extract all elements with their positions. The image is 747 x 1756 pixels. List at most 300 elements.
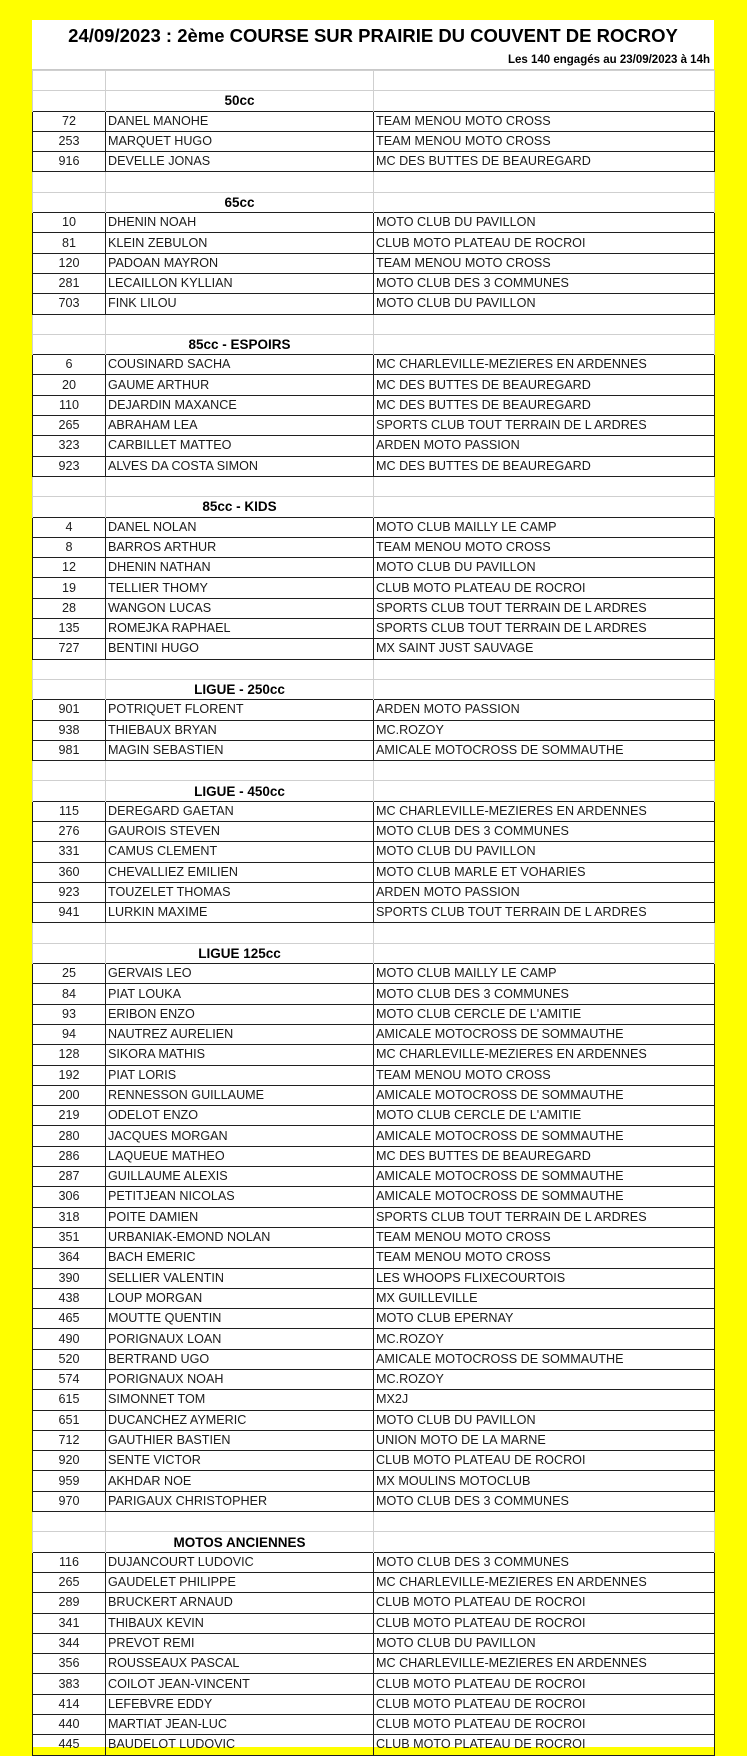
rider-name: DEREGARD GAETAN bbox=[106, 801, 374, 821]
rider-club: TEAM MENOU MOTO CROSS bbox=[374, 1227, 715, 1247]
rider-club: MOTO CLUB DES 3 COMMUNES bbox=[374, 1552, 715, 1572]
rider-name: BRUCKERT ARNAUD bbox=[106, 1593, 374, 1613]
table-row bbox=[33, 1593, 715, 1613]
rider-name: DEVELLE JONAS bbox=[106, 152, 374, 172]
rider-club: CLUB MOTO PLATEAU DE ROCROI bbox=[374, 1674, 715, 1694]
category-header-blank bbox=[33, 943, 106, 963]
spacer-cell bbox=[33, 172, 106, 192]
rider-club: SPORTS CLUB TOUT TERRAIN DE L ARDRES bbox=[374, 619, 715, 639]
rider-name: LAQUEUE MATHEO bbox=[106, 1146, 374, 1166]
table-row bbox=[33, 1207, 715, 1227]
rider-number: 344 bbox=[33, 1633, 106, 1653]
rider-club: AMICALE MOTOCROSS DE SOMMAUTHE bbox=[374, 1126, 715, 1146]
rider-number: 390 bbox=[33, 1268, 106, 1288]
table-row bbox=[33, 1715, 715, 1735]
rider-number: 93 bbox=[33, 1004, 106, 1024]
spacer-cell bbox=[106, 923, 374, 943]
rider-number: 490 bbox=[33, 1329, 106, 1349]
table-row bbox=[33, 436, 715, 456]
spacer-row bbox=[33, 923, 715, 943]
table-row bbox=[33, 1187, 715, 1207]
rider-club: MC.ROZOY bbox=[374, 720, 715, 740]
spacer-cell bbox=[33, 761, 106, 781]
table-row bbox=[33, 598, 715, 618]
rider-number: 923 bbox=[33, 882, 106, 902]
rider-club: MC DES BUTTES DE BEAUREGARD bbox=[374, 395, 715, 415]
rider-club: MC DES BUTTES DE BEAUREGARD bbox=[374, 456, 715, 476]
rider-club: MC CHARLEVILLE-MEZIERES EN ARDENNES bbox=[374, 801, 715, 821]
table-row bbox=[33, 395, 715, 415]
spacer-cell bbox=[374, 172, 715, 192]
rider-number: 28 bbox=[33, 598, 106, 618]
rider-number: 128 bbox=[33, 1045, 106, 1065]
rider-number: 438 bbox=[33, 1288, 106, 1308]
rider-club: MC.ROZOY bbox=[374, 1329, 715, 1349]
rider-number: 81 bbox=[33, 233, 106, 253]
table-row bbox=[33, 1045, 715, 1065]
rider-name: DEJARDIN MAXANCE bbox=[106, 395, 374, 415]
rider-number: 25 bbox=[33, 964, 106, 984]
category-header-row bbox=[33, 943, 715, 963]
spacer-row bbox=[33, 659, 715, 679]
rider-name: LURKIN MAXIME bbox=[106, 903, 374, 923]
rider-name: RENNESSON GUILLAUME bbox=[106, 1085, 374, 1105]
category-header-blank bbox=[33, 1532, 106, 1552]
rider-name: BERTRAND UGO bbox=[106, 1349, 374, 1369]
rider-club: TEAM MENOU MOTO CROSS bbox=[374, 253, 715, 273]
rider-club: TEAM MENOU MOTO CROSS bbox=[374, 1065, 715, 1085]
category-header-blank bbox=[374, 91, 715, 111]
rider-number: 94 bbox=[33, 1024, 106, 1044]
rider-name: DANEL NOLAN bbox=[106, 517, 374, 537]
rider-number: 901 bbox=[33, 700, 106, 720]
rider-number: 318 bbox=[33, 1207, 106, 1227]
rider-club: MOTO CLUB DU PAVILLON bbox=[374, 1410, 715, 1430]
rider-number: 110 bbox=[33, 395, 106, 415]
category-header-row bbox=[33, 679, 715, 699]
rider-name: ALVES DA COSTA SIMON bbox=[106, 456, 374, 476]
rider-name: TOUZELET THOMAS bbox=[106, 882, 374, 902]
spacer-cell bbox=[33, 71, 106, 91]
rider-number: 970 bbox=[33, 1491, 106, 1511]
rider-club: MOTO CLUB DU PAVILLON bbox=[374, 558, 715, 578]
rider-number: 651 bbox=[33, 1410, 106, 1430]
rider-name: MARQUET HUGO bbox=[106, 131, 374, 151]
table-row bbox=[33, 619, 715, 639]
rider-club: MOTO CLUB MAILLY LE CAMP bbox=[374, 964, 715, 984]
table-row bbox=[33, 375, 715, 395]
rider-club: AMICALE MOTOCROSS DE SOMMAUTHE bbox=[374, 1024, 715, 1044]
entries-table-body bbox=[33, 71, 715, 1756]
rider-number: 331 bbox=[33, 842, 106, 862]
rider-name: LOUP MORGAN bbox=[106, 1288, 374, 1308]
rider-club: TEAM MENOU MOTO CROSS bbox=[374, 1248, 715, 1268]
rider-number: 19 bbox=[33, 578, 106, 598]
rider-name: DHENIN NATHAN bbox=[106, 558, 374, 578]
spacer-cell bbox=[33, 314, 106, 334]
rider-name: PORIGNAUX NOAH bbox=[106, 1370, 374, 1390]
rider-number: 219 bbox=[33, 1106, 106, 1126]
rider-name: URBANIAK-EMOND NOLAN bbox=[106, 1227, 374, 1247]
table-row bbox=[33, 862, 715, 882]
table-row bbox=[33, 964, 715, 984]
category-name: LIGUE - 450cc bbox=[106, 781, 374, 801]
rider-name: CHEVALLIEZ EMILIEN bbox=[106, 862, 374, 882]
category-header-blank bbox=[374, 192, 715, 212]
table-row bbox=[33, 517, 715, 537]
rider-club: AMICALE MOTOCROSS DE SOMMAUTHE bbox=[374, 1167, 715, 1187]
rider-club: ARDEN MOTO PASSION bbox=[374, 700, 715, 720]
rider-club: AMICALE MOTOCROSS DE SOMMAUTHE bbox=[374, 1187, 715, 1207]
rider-club: MC CHARLEVILLE-MEZIERES EN ARDENNES bbox=[374, 1654, 715, 1674]
rider-number: 10 bbox=[33, 213, 106, 233]
rider-number: 287 bbox=[33, 1167, 106, 1187]
rider-club: MOTO CLUB DU PAVILLON bbox=[374, 842, 715, 862]
rider-name: GERVAIS LEO bbox=[106, 964, 374, 984]
rider-name: KLEIN ZEBULON bbox=[106, 233, 374, 253]
rider-club: MC CHARLEVILLE-MEZIERES EN ARDENNES bbox=[374, 1572, 715, 1592]
rider-number: 286 bbox=[33, 1146, 106, 1166]
rider-name: SIMONNET TOM bbox=[106, 1390, 374, 1410]
rider-club: MOTO CLUB EPERNAY bbox=[374, 1309, 715, 1329]
table-row bbox=[33, 1126, 715, 1146]
rider-name: COILOT JEAN-VINCENT bbox=[106, 1674, 374, 1694]
table-row bbox=[33, 1024, 715, 1044]
rider-name: SIKORA MATHIS bbox=[106, 1045, 374, 1065]
rider-number: 84 bbox=[33, 984, 106, 1004]
rider-club: MC CHARLEVILLE-MEZIERES EN ARDENNES bbox=[374, 355, 715, 375]
rider-name: DUJANCOURT LUDOVIC bbox=[106, 1552, 374, 1572]
rider-number: 981 bbox=[33, 740, 106, 760]
spacer-cell bbox=[33, 923, 106, 943]
rider-name: SENTE VICTOR bbox=[106, 1451, 374, 1471]
rider-name: ROUSSEAUX PASCAL bbox=[106, 1654, 374, 1674]
rider-name: BACH EMERIC bbox=[106, 1248, 374, 1268]
spacer-row bbox=[33, 476, 715, 496]
rider-club: MOTO CLUB DES 3 COMMUNES bbox=[374, 984, 715, 1004]
table-row bbox=[33, 1349, 715, 1369]
entries-table bbox=[32, 70, 715, 1756]
table-row bbox=[33, 984, 715, 1004]
category-name: LIGUE - 250cc bbox=[106, 679, 374, 699]
rider-number: 115 bbox=[33, 801, 106, 821]
spacer-cell bbox=[374, 761, 715, 781]
table-row bbox=[33, 882, 715, 902]
rider-club: MC DES BUTTES DE BEAUREGARD bbox=[374, 1146, 715, 1166]
rider-name: ABRAHAM LEA bbox=[106, 416, 374, 436]
spacer-row bbox=[33, 761, 715, 781]
table-row bbox=[33, 1694, 715, 1714]
rider-name: DANEL MANOHE bbox=[106, 111, 374, 131]
rider-name: GAUTHIER BASTIEN bbox=[106, 1430, 374, 1450]
category-name: 85cc - KIDS bbox=[106, 497, 374, 517]
rider-number: 920 bbox=[33, 1451, 106, 1471]
table-row bbox=[33, 639, 715, 659]
rider-name: WANGON LUCAS bbox=[106, 598, 374, 618]
rider-club: CLUB MOTO PLATEAU DE ROCROI bbox=[374, 1593, 715, 1613]
table-row bbox=[33, 1288, 715, 1308]
rider-name: NAUTREZ AURELIEN bbox=[106, 1024, 374, 1044]
rider-club: UNION MOTO DE LA MARNE bbox=[374, 1430, 715, 1450]
rider-club: MC.ROZOY bbox=[374, 1370, 715, 1390]
spacer-cell bbox=[106, 659, 374, 679]
rider-club: ARDEN MOTO PASSION bbox=[374, 436, 715, 456]
rider-number: 520 bbox=[33, 1349, 106, 1369]
rider-club: MOTO CLUB DU PAVILLON bbox=[374, 213, 715, 233]
rider-number: 280 bbox=[33, 1126, 106, 1146]
rider-club: CLUB MOTO PLATEAU DE ROCROI bbox=[374, 1451, 715, 1471]
rider-name: PARIGAUX CHRISTOPHER bbox=[106, 1491, 374, 1511]
rider-number: 364 bbox=[33, 1248, 106, 1268]
rider-club: LES WHOOPS FLIXECOURTOIS bbox=[374, 1268, 715, 1288]
rider-number: 383 bbox=[33, 1674, 106, 1694]
rider-name: DUCANCHEZ AYMERIC bbox=[106, 1410, 374, 1430]
table-row bbox=[33, 1613, 715, 1633]
rider-number: 6 bbox=[33, 355, 106, 375]
table-row bbox=[33, 842, 715, 862]
category-header-blank bbox=[374, 943, 715, 963]
category-header-blank bbox=[374, 497, 715, 517]
page-subtitle: Les 140 engagés au 23/09/2023 à 14h bbox=[32, 52, 714, 70]
rider-name: POITE DAMIEN bbox=[106, 1207, 374, 1227]
rider-name: GAUME ARTHUR bbox=[106, 375, 374, 395]
rider-club: CLUB MOTO PLATEAU DE ROCROI bbox=[374, 1715, 715, 1735]
rider-number: 351 bbox=[33, 1227, 106, 1247]
rider-number: 941 bbox=[33, 903, 106, 923]
table-row bbox=[33, 213, 715, 233]
category-header-blank bbox=[33, 497, 106, 517]
spacer-cell bbox=[106, 1512, 374, 1532]
table-row bbox=[33, 456, 715, 476]
spacer-cell bbox=[106, 314, 374, 334]
table-row bbox=[33, 273, 715, 293]
rider-name: THIEBAUX BRYAN bbox=[106, 720, 374, 740]
table-row bbox=[33, 1735, 715, 1755]
rider-club: CLUB MOTO PLATEAU DE ROCROI bbox=[374, 1613, 715, 1633]
table-row bbox=[33, 1146, 715, 1166]
rider-club: ARDEN MOTO PASSION bbox=[374, 882, 715, 902]
category-header-row bbox=[33, 91, 715, 111]
category-header-blank bbox=[374, 334, 715, 354]
rider-name: TELLIER THOMY bbox=[106, 578, 374, 598]
table-row bbox=[33, 1106, 715, 1126]
rider-number: 265 bbox=[33, 416, 106, 436]
table-row bbox=[33, 233, 715, 253]
rider-name: ERIBON ENZO bbox=[106, 1004, 374, 1024]
table-row bbox=[33, 1633, 715, 1653]
table-row bbox=[33, 720, 715, 740]
table-row bbox=[33, 355, 715, 375]
rider-number: 306 bbox=[33, 1187, 106, 1207]
table-row bbox=[33, 821, 715, 841]
rider-number: 281 bbox=[33, 273, 106, 293]
rider-name: CARBILLET MATTEO bbox=[106, 436, 374, 456]
rider-club: MX GUILLEVILLE bbox=[374, 1288, 715, 1308]
spacer-cell bbox=[106, 172, 374, 192]
spacer-row bbox=[33, 71, 715, 91]
rider-club: AMICALE MOTOCROSS DE SOMMAUTHE bbox=[374, 1349, 715, 1369]
rider-club: MOTO CLUB DES 3 COMMUNES bbox=[374, 273, 715, 293]
spacer-cell bbox=[106, 476, 374, 496]
rider-club: AMICALE MOTOCROSS DE SOMMAUTHE bbox=[374, 1085, 715, 1105]
rider-name: ODELOT ENZO bbox=[106, 1106, 374, 1126]
table-row bbox=[33, 416, 715, 436]
rider-name: PIAT LOUKA bbox=[106, 984, 374, 1004]
table-row bbox=[33, 1654, 715, 1674]
category-header-blank bbox=[33, 781, 106, 801]
table-row bbox=[33, 801, 715, 821]
rider-club: MOTO CLUB CERCLE DE L'AMITIE bbox=[374, 1106, 715, 1126]
category-name: 85cc - ESPOIRS bbox=[106, 334, 374, 354]
rider-number: 289 bbox=[33, 1593, 106, 1613]
rider-number: 574 bbox=[33, 1370, 106, 1390]
rider-name: BARROS ARTHUR bbox=[106, 537, 374, 557]
category-name: 50cc bbox=[106, 91, 374, 111]
rider-number: 703 bbox=[33, 294, 106, 314]
rider-name: CAMUS CLEMENT bbox=[106, 842, 374, 862]
category-header-row bbox=[33, 497, 715, 517]
rider-name: PADOAN MAYRON bbox=[106, 253, 374, 273]
table-row bbox=[33, 131, 715, 151]
rider-club: MC DES BUTTES DE BEAUREGARD bbox=[374, 375, 715, 395]
rider-club: CLUB MOTO PLATEAU DE ROCROI bbox=[374, 1694, 715, 1714]
table-row bbox=[33, 1268, 715, 1288]
category-header-row bbox=[33, 192, 715, 212]
table-row bbox=[33, 1390, 715, 1410]
spacer-cell bbox=[374, 1512, 715, 1532]
rider-number: 120 bbox=[33, 253, 106, 273]
table-row bbox=[33, 1329, 715, 1349]
rider-club: CLUB MOTO PLATEAU DE ROCROI bbox=[374, 578, 715, 598]
table-row bbox=[33, 558, 715, 578]
spacer-cell bbox=[374, 476, 715, 496]
rider-name: DHENIN NOAH bbox=[106, 213, 374, 233]
category-header-blank bbox=[374, 781, 715, 801]
rider-name: MOUTTE QUENTIN bbox=[106, 1309, 374, 1329]
table-row bbox=[33, 1248, 715, 1268]
rider-name: MARTIAT JEAN-LUC bbox=[106, 1715, 374, 1735]
rider-name: FINK LILOU bbox=[106, 294, 374, 314]
spacer-cell bbox=[374, 659, 715, 679]
rider-number: 727 bbox=[33, 639, 106, 659]
spacer-cell bbox=[106, 71, 374, 91]
rider-club: SPORTS CLUB TOUT TERRAIN DE L ARDRES bbox=[374, 598, 715, 618]
spacer-cell bbox=[374, 314, 715, 334]
table-row bbox=[33, 1309, 715, 1329]
rider-number: 341 bbox=[33, 1613, 106, 1633]
table-row bbox=[33, 740, 715, 760]
rider-number: 20 bbox=[33, 375, 106, 395]
rider-club: SPORTS CLUB TOUT TERRAIN DE L ARDRES bbox=[374, 903, 715, 923]
rider-number: 414 bbox=[33, 1694, 106, 1714]
rider-name: PIAT LORIS bbox=[106, 1065, 374, 1085]
spacer-row bbox=[33, 1512, 715, 1532]
rider-number: 265 bbox=[33, 1572, 106, 1592]
rider-club: TEAM MENOU MOTO CROSS bbox=[374, 131, 715, 151]
rider-name: PORIGNAUX LOAN bbox=[106, 1329, 374, 1349]
rider-club: MOTO CLUB DU PAVILLON bbox=[374, 1633, 715, 1653]
category-name: 65cc bbox=[106, 192, 374, 212]
rider-number: 323 bbox=[33, 436, 106, 456]
table-row bbox=[33, 294, 715, 314]
table-row bbox=[33, 1430, 715, 1450]
rider-number: 712 bbox=[33, 1430, 106, 1450]
rider-name: PETITJEAN NICOLAS bbox=[106, 1187, 374, 1207]
rider-number: 440 bbox=[33, 1715, 106, 1735]
category-header-row bbox=[33, 1532, 715, 1552]
rider-club: SPORTS CLUB TOUT TERRAIN DE L ARDRES bbox=[374, 416, 715, 436]
table-row bbox=[33, 253, 715, 273]
table-row bbox=[33, 1471, 715, 1491]
category-header-blank bbox=[33, 91, 106, 111]
table-row bbox=[33, 111, 715, 131]
rider-club: SPORTS CLUB TOUT TERRAIN DE L ARDRES bbox=[374, 1207, 715, 1227]
category-name: LIGUE 125cc bbox=[106, 943, 374, 963]
rider-number: 916 bbox=[33, 152, 106, 172]
table-row bbox=[33, 1370, 715, 1390]
rider-name: POTRIQUET FLORENT bbox=[106, 700, 374, 720]
spacer-cell bbox=[33, 659, 106, 679]
rider-name: ROMEJKA RAPHAEL bbox=[106, 619, 374, 639]
rider-club: MC CHARLEVILLE-MEZIERES EN ARDENNES bbox=[374, 1045, 715, 1065]
rider-club: MOTO CLUB MAILLY LE CAMP bbox=[374, 517, 715, 537]
page-title: 24/09/2023 : 2ème COURSE SUR PRAIRIE DU COUVENT DE ROCROY bbox=[68, 25, 678, 46]
rider-number: 938 bbox=[33, 720, 106, 740]
rider-club: MOTO CLUB MARLE ET VOHARIES bbox=[374, 862, 715, 882]
rider-club: MX MOULINS MOTOCLUB bbox=[374, 1471, 715, 1491]
table-row bbox=[33, 1451, 715, 1471]
rider-name: PREVOT REMI bbox=[106, 1633, 374, 1653]
rider-number: 192 bbox=[33, 1065, 106, 1085]
rider-number: 116 bbox=[33, 1552, 106, 1572]
table-row bbox=[33, 1491, 715, 1511]
rider-club: MOTO CLUB CERCLE DE L'AMITIE bbox=[374, 1004, 715, 1024]
rider-number: 276 bbox=[33, 821, 106, 841]
rider-club: AMICALE MOTOCROSS DE SOMMAUTHE bbox=[374, 740, 715, 760]
rider-number: 959 bbox=[33, 1471, 106, 1491]
rider-club: MOTO CLUB DES 3 COMMUNES bbox=[374, 1491, 715, 1511]
rider-number: 200 bbox=[33, 1085, 106, 1105]
rider-number: 360 bbox=[33, 862, 106, 882]
rider-number: 4 bbox=[33, 517, 106, 537]
table-row bbox=[33, 1085, 715, 1105]
rider-name: GUILLAUME ALEXIS bbox=[106, 1167, 374, 1187]
category-header-blank bbox=[33, 679, 106, 699]
rider-name: AKHDAR NOE bbox=[106, 1471, 374, 1491]
rider-name: LECAILLON KYLLIAN bbox=[106, 273, 374, 293]
rider-name: JACQUES MORGAN bbox=[106, 1126, 374, 1146]
rider-name: BAUDELOT LUDOVIC bbox=[106, 1735, 374, 1755]
spacer-cell bbox=[106, 761, 374, 781]
table-row bbox=[33, 537, 715, 557]
table-row bbox=[33, 700, 715, 720]
rider-club: MC DES BUTTES DE BEAUREGARD bbox=[374, 152, 715, 172]
table-row bbox=[33, 1167, 715, 1187]
rider-number: 135 bbox=[33, 619, 106, 639]
table-row bbox=[33, 903, 715, 923]
rider-club: CLUB MOTO PLATEAU DE ROCROI bbox=[374, 1735, 715, 1755]
table-row bbox=[33, 1065, 715, 1085]
rider-number: 465 bbox=[33, 1309, 106, 1329]
rider-club: MOTO CLUB DES 3 COMMUNES bbox=[374, 821, 715, 841]
rider-name: LEFEBVRE EDDY bbox=[106, 1694, 374, 1714]
table-row bbox=[33, 1410, 715, 1430]
table-row bbox=[33, 1674, 715, 1694]
rider-name: BENTINI HUGO bbox=[106, 639, 374, 659]
rider-name: COUSINARD SACHA bbox=[106, 355, 374, 375]
spacer-cell bbox=[374, 71, 715, 91]
rider-name: MAGIN SEBASTIEN bbox=[106, 740, 374, 760]
